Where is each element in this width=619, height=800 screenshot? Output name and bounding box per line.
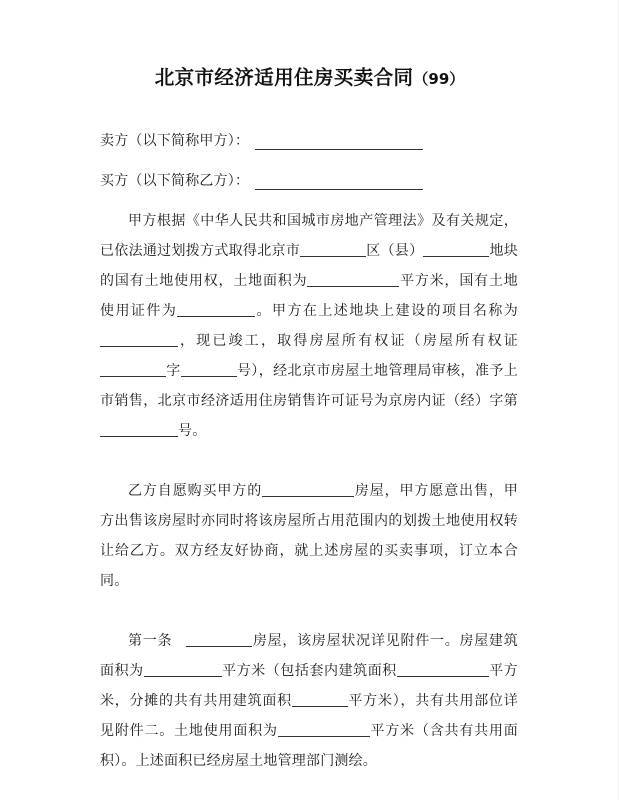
seller-label: 卖方（以下简称甲方）： — [100, 133, 250, 149]
blank-ownership-number[interactable] — [181, 363, 237, 377]
blank-building-area[interactable] — [144, 663, 222, 677]
preamble-text-7: 字 — [166, 363, 181, 379]
article-one-text-4: 平方米，分摊的共有共用建筑面积 — [100, 663, 518, 709]
preamble-text-6: ，现已竣工，取得房屋所有权证（房屋所有权证 — [178, 333, 518, 349]
article-one-text-2: 房屋，该房屋状况详见附件一。房屋建筑面积为 — [100, 633, 518, 679]
blank-shared-area[interactable] — [292, 693, 348, 707]
page-title-main: 北京市经济适用住房买卖合同 — [154, 66, 414, 89]
article-one-text-5: 平方米），共有共用部位详见附件二。土地使用面积为 — [100, 693, 518, 739]
blank-land-certificate[interactable] — [177, 303, 255, 317]
blank-interior-area[interactable] — [397, 663, 489, 677]
preamble-text-3: 地块的国有土地使用权，土地面积为 — [100, 243, 518, 289]
paragraph-intent — [100, 476, 518, 596]
preamble-text-5: 。甲方在上述地块上建设的项目名称为 — [255, 303, 519, 319]
blank-project-name[interactable] — [100, 333, 178, 347]
blank-land-use-area[interactable] — [278, 723, 370, 737]
blank-district[interactable] — [300, 243, 366, 257]
seller-line — [100, 120, 520, 150]
buyer-label: 买方（以下简称乙方）： — [100, 173, 250, 189]
preamble-text-9: 号。 — [178, 423, 207, 439]
blank-land-area[interactable] — [307, 273, 399, 287]
article-one-text-6: 平方米（含共有共用面积）。上述面积已经房屋土地管理部门测绘。 — [100, 723, 519, 769]
buyer-line — [100, 160, 520, 190]
document-body — [100, 206, 518, 776]
page-title — [0, 62, 619, 90]
blank-sales-permit-number[interactable] — [100, 423, 178, 437]
blank-ownership-word[interactable] — [100, 363, 166, 377]
buyer-input-rule[interactable] — [255, 175, 423, 190]
seller-input-rule[interactable] — [255, 135, 423, 150]
party-block — [100, 120, 520, 190]
blank-house-location[interactable] — [186, 633, 252, 647]
preamble-text-1: 甲方根据《中华人民共和国城市房地产管理法》及有关规定，已依法通过划拨方式取得北京市 — [100, 213, 518, 259]
preamble-text-4: 平方米，国有土地使用证件为 — [100, 273, 518, 319]
blank-house-identifier[interactable] — [262, 483, 354, 497]
preamble-text-2: 区（县） — [366, 243, 424, 259]
intent-text-1: 乙方自愿购买甲方的 — [128, 483, 263, 499]
article-one-label: 第一条 — [128, 633, 173, 649]
paragraph-preamble — [100, 206, 518, 446]
preamble-text-8: 号），经北京市房屋土地管理局审核，准予上市销售，北京市经济适用住房销售许可证号为京房内证（经）字第 — [100, 363, 519, 409]
paragraph-article-one — [100, 626, 518, 776]
page-title-suffix: （99） — [413, 70, 465, 88]
article-one-text-3: 平方米（包括套内建筑面积 — [221, 663, 397, 679]
intent-text-2: 房屋，甲方愿意出售，甲方出售该房屋时亦同时将该房屋所占用范围内的划拨土地使用权转让给乙方。双方经友好协商，就上述房屋的买卖事项，订立本合同。 — [100, 483, 518, 589]
blank-parcel[interactable] — [423, 243, 489, 257]
